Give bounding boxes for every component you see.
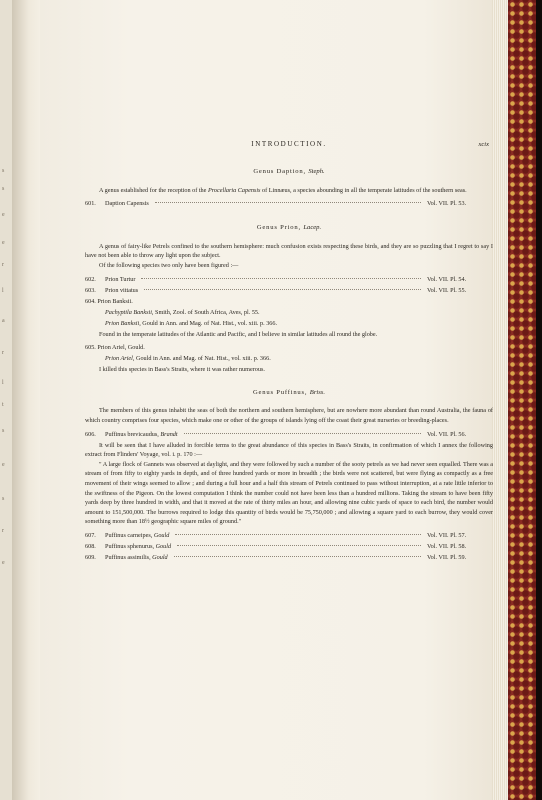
species-entry (85, 542, 493, 553)
margin-mark: e (2, 560, 5, 566)
species-binomial: Puffinus assimilis, (105, 553, 151, 561)
genus-description: A genus established for the reception of the Procellaria Capensis of Linnæus, a species abounding in all the temperate latitudes of the southern seas. (99, 186, 467, 194)
plate-reference: Vol. VII. Pl. 58. (427, 542, 467, 550)
leader-dots (184, 433, 421, 434)
leader-dots (177, 545, 421, 546)
margin-mark: s (2, 428, 5, 434)
species-author: Gould (152, 553, 168, 561)
species-entry (85, 553, 493, 564)
species-entry-unfigured: 604. Prion Banksii. (85, 297, 133, 305)
genus-description: A genus of fairy-like Petrels confined to the southern hemisphere: much confusion exists respecting these birds, and they are so puzzling that I regret to say I have not been able to throw any light upon the subject. (85, 242, 493, 260)
margin-mark: a (2, 318, 5, 324)
species-number: 608. (85, 542, 96, 550)
plate-reference: Vol. VII. Pl. 59. (427, 553, 467, 561)
genus-title: Genus Prion, (256, 224, 301, 232)
margin-mark: e (2, 240, 5, 246)
species-name (105, 553, 168, 563)
species-author: Gould (153, 531, 170, 539)
previous-page-margin-marks (2, 0, 10, 800)
leader-dots (144, 289, 421, 290)
genus-description: The members of this genus inhabit the seas of both the northern and southern hemisphere, but are nowhere more abundant than round Australia, the fauna of which country comprises four species, which make one or other of the groups of islands lying off the coast their great nurseries or breeding-places. (85, 407, 493, 424)
species-binomial: Puffinus carneipes, (105, 531, 153, 539)
gutter-shadow (12, 0, 40, 800)
leader-dots (155, 202, 421, 203)
species-name: Prion Turtur (105, 275, 136, 283)
leader-dots (174, 556, 421, 557)
margin-mark: s (2, 496, 5, 502)
genus-heading-puffinus (85, 388, 493, 398)
plate-reference: Vol. VII. Pl. 56. (427, 430, 467, 438)
species-entry (85, 430, 493, 441)
species-note: It will be seen that I have alluded in forcible terms to the great abundance of this species in Bass's Straits, in confirmation of which I annex the following extract from Flinders' Voyage, vol. i. p. 170 :— (85, 441, 493, 459)
page-block-edges (492, 0, 508, 800)
plate-reference: Vol. VII. Pl. 55. (427, 286, 467, 294)
margin-mark: s (2, 186, 5, 192)
page-number: xcix (478, 141, 489, 148)
species-number: 602. (85, 275, 96, 283)
page-header (85, 140, 493, 154)
synonym-line (85, 319, 493, 330)
margin-mark: e (2, 212, 5, 218)
species-entry (85, 531, 493, 542)
species-author: Gould (155, 542, 172, 550)
plate-reference: Vol. VII. Pl. 54. (427, 275, 467, 283)
species-note: Found in the temperate latitudes of the Atlantic and Pacific, and I believe in similar latitudes all round the globe. (99, 330, 378, 338)
synonym-line (85, 354, 493, 365)
species-name (105, 531, 169, 541)
genus-heading-daption (85, 167, 493, 177)
margin-mark: l (2, 380, 4, 386)
species-binomial: Puffinus sphenurus, (105, 542, 155, 550)
margin-mark: l (2, 288, 4, 294)
species-entry (85, 199, 493, 210)
flinders-quote: " A large flock of Gannets was observed at daylight, and they were followed by such a number of the sooty petrels as we had never seen equalled. There was a stream of from fifty to eighty yards in depth, and of three hundred yards or more in breadth ; the birds were not scattered, but were flying as compactly as a free movement of their wings seemed to allow ; and during a full hour and a half this stream of Petrels continued to pass without interruption, at a rate little inferior to the swiftness of the Pigeon. On the lowest computation I think the number could not have been less than a hundred millions. Taking the stream to have been fifty yards deep by three hundred in width, and that it moved at the rate of thirty miles an hour, and allowing nine cubic yards of space to each bird, the number would amount to 151,500,000. The burrows required to lodge this quantity of birds would be 75,750,000 ; and allowing a square yard to each burrow, they would cover something more than 18½ geographic square miles of ground." (85, 460, 493, 526)
plate-reference: Vol. VII. Pl. 57. (427, 531, 467, 539)
margin-mark: r (2, 350, 4, 356)
genus-note: Of the following species two only have been figured :— (99, 261, 239, 269)
species-entry (85, 275, 493, 286)
synonym-name: Prion Ariel, (105, 355, 135, 363)
genus-title: Genus Puffinus, (252, 388, 308, 396)
species-entry-unfigured: 605. Prion Ariel, Gould. (85, 344, 145, 352)
species-name (105, 430, 178, 440)
margin-mark: e (2, 462, 5, 468)
genus-authority: Steph. (308, 168, 325, 175)
synonym-name: Pachyptila Banksii, (105, 308, 154, 316)
species-number: 607. (85, 531, 96, 539)
decorated-binding (508, 0, 536, 800)
leader-dots (175, 534, 421, 535)
plate-reference: Vol. VII. Pl. 53. (427, 200, 467, 208)
species-number: 606. (85, 430, 96, 438)
margin-mark: r (2, 262, 4, 268)
synonym-reference: Gould in Ann. and Mag. of Nat. Hist., vol. xiii. p. 366. (134, 355, 271, 363)
synonym-line (85, 308, 493, 319)
binding-shadow (536, 0, 542, 800)
species-name: Daption Capensis (105, 200, 149, 208)
running-head: INTRODUCTION. (251, 140, 327, 148)
synonym-reference: Gould in Ann. and Mag. of Nat. Hist., vol. xiii. p. 366. (140, 319, 278, 327)
species-number: 609. (85, 553, 96, 561)
leader-dots (141, 278, 421, 279)
genus-authority: Lacep. (303, 224, 322, 232)
genus-heading-prion (85, 223, 493, 233)
species-binomial: Puffinus brevicaudus, (105, 430, 159, 438)
synonym-name: Prion Banksii, (105, 319, 141, 327)
page-content (85, 140, 493, 564)
margin-mark: r (2, 528, 4, 534)
species-number: 601. (85, 200, 96, 208)
species-entry (85, 286, 493, 297)
species-name (105, 542, 171, 552)
species-author: Brandt (160, 430, 178, 438)
margin-mark: t (2, 402, 4, 408)
genus-title: Genus Daption, (253, 168, 306, 175)
species-note: I killed this species in Bass's Straits, where it was rather numerous. (99, 366, 265, 374)
margin-mark: s (2, 168, 5, 174)
species-name: Prion vittatus (105, 286, 139, 294)
genus-authority: Briss. (309, 388, 326, 396)
synonym-reference: Smith, Zool. of South Africa, Aves, pl. 55. (153, 308, 260, 316)
species-number: 603. (85, 286, 96, 294)
